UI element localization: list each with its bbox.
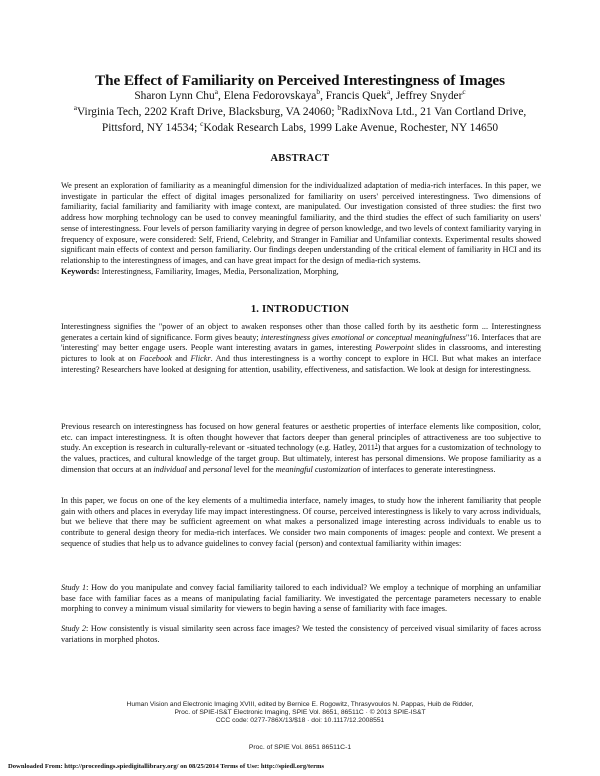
affiliations xyxy=(40,104,560,136)
study-label: Study 2 xyxy=(61,624,87,633)
download-notice: Downloaded From: http://proceedings.spiedigitallibrary.org/ on 08/25/2014 Terms of Use: http://spiedl.org/terms xyxy=(8,763,325,770)
author-name: Elena Fedorovskaya xyxy=(223,90,317,102)
footer-line: Proc. of SPIE-IS&T Electronic Imaging, SPIE Vol. 8651, 86511C · © 2013 SPIE-IS&T xyxy=(174,709,426,717)
keywords-line xyxy=(61,267,541,278)
intro-paragraph-study-2 xyxy=(61,624,541,645)
footer-line: CCC code: 0277-786X/13/$18 · doi: 10.1117/12.2008551 xyxy=(215,717,385,725)
affiliation-text: RadixNova Ltd., 21 Van Cortland Drive, xyxy=(341,106,527,118)
para-text: and xyxy=(171,354,191,364)
section-heading-introduction: 1. INTRODUCTION xyxy=(250,304,350,315)
author-name: Sharon Lynn Chu xyxy=(134,90,215,102)
para-italic-text: Flickr xyxy=(190,354,211,364)
page-reference: Proc. of SPIE Vol. 8651 86511C-1 xyxy=(248,744,352,751)
author-affil-marker: b xyxy=(316,87,321,97)
citation-link[interactable]: 1 xyxy=(374,442,378,449)
affiliation-text: Virginia Tech, 2202 Kraft Drive, Blacksburg, VA 24060; xyxy=(77,106,335,118)
affil-marker: b xyxy=(337,103,342,113)
keywords-label: Keywords: xyxy=(61,267,100,276)
footer-line: Human Vision and Electronic Imaging XVIII, edited by Bernice E. Rogowitz, Thrasyvoulos N. Pappas, Huib de Ridder, xyxy=(126,701,474,708)
para-text: : How consistently is visual similarity seen across face images? We tested the consistency of perceived visual similarity of faces across variations in morphed photos. xyxy=(61,624,541,644)
abstract-text: We present an exploration of familiarity as a meaningful dimension for the individualized adaptation of media-rich interfaces. In this paper, we investigate in particular the effect of digital images personalized for familiarity on users' perceived interestingness. Two dimensions of familiarity, facial familiarity and familiarity with image context, are manipulated. Our investigation consisted of three studies: the first two address how morphing technology can be used to convey meaningful familiarity, and the third studies the effect of such familiarity on users' sense of interestingness. Four levels of person familiarity varying in degree of person knowledge, and two levels of context familiarity varying in frequency of exposure, were considered: Self, Friend, Celebrity, and Stranger in Familiar and Unfamiliar contexts. Experimental results showed significant main effects of context and person familiarity. Our findings deepen understanding of the critical element of familiarity in HCI and its relationship to the interestingness of images, and can have great impact for the design of media-rich systems. xyxy=(61,181,541,265)
study-label: Study 1 xyxy=(61,583,87,592)
abstract-heading: ABSTRACT xyxy=(270,153,330,164)
para-italic-text: interestingness gives emotional or conceptual meaningfulness xyxy=(260,332,466,342)
para-italic-text: Powerpoint xyxy=(375,343,414,353)
affil-marker: a xyxy=(73,103,77,113)
intro-paragraph-1 xyxy=(61,322,541,376)
para-italic-text: Facebook xyxy=(139,354,172,364)
intro-paragraph-2 xyxy=(61,422,541,476)
author-affil-marker: c xyxy=(462,87,466,97)
author-name: Francis Quek xyxy=(325,90,387,102)
affil-marker: c xyxy=(200,119,204,129)
author-affil-marker: a xyxy=(386,87,391,97)
publication-footer xyxy=(40,701,560,726)
intro-paragraph-3: In this paper, we focus on one of the key elements of a multimedia interface, namely images, to study how the inherent familiarity that people gain with others and places in everyday life may impact interestingness. Of course, perceived interestingness is likely to vary across individuals, but we believe that there may be sufficient agreement on what makes a personalized image interesting across individuals to enable us to contribute to general design theory for media-rich interfaces. We consider two main components of images: people and context. We present a sequence of studies that help us to advance guidelines to convey facial (person) and contextual familiarity within images: xyxy=(61,496,541,548)
para-text: and xyxy=(186,464,203,474)
para-text: Previous research on interestingness has focused on how general features or aesthetic properties of interface elements like composition, color, etc. can impact interestingness. It is often thought however that factors deeper than general principles of attractiveness are too subjective to study. An exception is research in culturally-relevant or -situated technology (e.g. Hatley, 2011 xyxy=(61,422,541,453)
para-text: . Interfaces that are 'interesting' may better engage users. People want interesting avatars in games, interesting xyxy=(61,332,541,353)
affiliation-text: Kodak Research Labs, 1999 Lake Avenue, Rochester, NY 14650 xyxy=(203,122,499,134)
para-text: of interfaces to generate interestingness. xyxy=(360,464,496,474)
paper-title: The Effect of Familiarity on Perceived Interestingness of Images xyxy=(95,72,505,89)
para-text: : How do you manipulate and convey facial familiarity tailored to each individual? We employ a technique of morphing an unfamiliar base face with familiar faces as a means of manipulating facial familiarity. We investigated the percentage parameters necessary to enable morphing to convey a minimum visual similarity for viewers to begin having a sense of familiarity with face images. xyxy=(61,583,541,614)
para-text: Interestingness signifies the "power of an object to awaken responses other than those called forth by its aesthetic form ... Interestingness generates a certain kind of significance. Form gives beauty; xyxy=(61,322,541,342)
affiliation-text: Pittsford, NY 14534; xyxy=(101,122,198,134)
para-italic-text: individual xyxy=(153,464,187,474)
para-text: level for the xyxy=(231,464,276,474)
intro-paragraph-study-1 xyxy=(61,583,541,615)
para-text: ) that argues for a customization of technology to the values, practices, and cultural knowledge of the target group. But ultimately, interest has personal dimensions. We propose familiarity as a dimension that occurs at an xyxy=(61,443,541,474)
author-list: Sharon Lynn Chu$^a$, Elena Fedorovskaya$^b$, Francis Quek$^a$, Jeffrey Snyder$^c$ xyxy=(134,87,466,102)
para-text: slides in classrooms, and interesting pictures to look at on xyxy=(61,343,542,364)
citation-ref: "16 xyxy=(465,332,478,342)
para-italic-text: meaningful customization xyxy=(275,464,361,474)
author-name: Jeffrey Snyder xyxy=(395,90,463,102)
author-affil-marker: a xyxy=(214,87,218,97)
para-text: . And thus interestingness is a worthy concept to explore in HCI. But what makes an interface interesting? Researchers have looked at designing for attention, usability, effectiveness, and satisfaction. We look at design for interestingness. xyxy=(61,354,541,374)
para-italic-text: personal xyxy=(202,464,232,474)
keywords-text: Interestingness, Familiarity, Images, Media, Personalization, Morphing, xyxy=(101,267,339,276)
